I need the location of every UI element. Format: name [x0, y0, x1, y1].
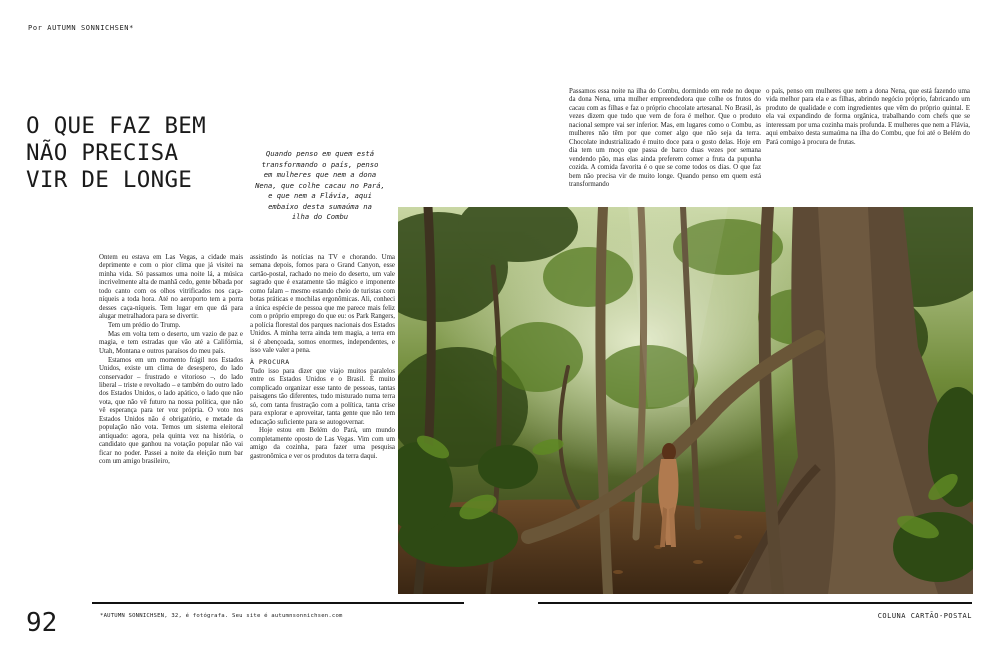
rainforest-photo	[398, 207, 973, 594]
headline-line: O QUE FAZ BEM	[26, 113, 206, 139]
paragraph: o país, penso em mulheres que nem a dona Nena, que está fazendo uma vida melhor para ela e as filhas, abrindo negócio próprio, fabricando um produto de qualidade e com ingredientes que vêm do próprio quintal. E ela vai expandindo de forma orgânica, trabalhando com chefs que se interessam por uma cozinha mais profunda. E mulheres que nem a Flávia, aqui embaixo desta sumaúma na ilha do Combu, que foi até o Belém do Pará comigo à procura de frutas.	[766, 88, 970, 146]
deck-line: em mulheres que nem a dona	[263, 170, 377, 179]
body-column-2	[250, 254, 395, 462]
paragraph: Hoje estou em Belém do Pará, um mundo completamente oposto de Las Vegas. Vim com um amigo da cozinha, para fazer uma pesquisa gastronômica e ver os produtos da terra daqui.	[250, 427, 395, 460]
headline-line: VIR DE LONGE	[26, 167, 193, 193]
paragraph: assistindo às notícias na TV e chorando. Uma semana depois, fomos para o Grand Canyon, esse cartão-postal, rachado no meio do deserto, um vale sagrado que é exatamente tão mágico e imponente como falam – mesmo estando cheio de turistas com botas práticas e mochilas ergonômicas. Ali, conheci a única espécie de pessoa que me parece mais feliz com o próprio emprego do que eu: os Park Rangers, a polícia florestal dos parques nacionais dos Estados Unidos. A minha terra ainda tem magia, a terra em si é abençoada, somos enormes, independentes, e isso vale valer a pena.	[250, 254, 395, 354]
deck-line: Quando penso em quem está	[265, 149, 375, 158]
paragraph: Tem um prédio do Trump.	[108, 322, 181, 330]
paragraph: Mas em volta tem o deserto, um vazio de paz e magia, e tem estradas que vão até a Califórnia, Utah, Montana e outros paraísos do meu país.	[99, 330, 243, 355]
deck-line: ilha do Combu	[291, 212, 349, 221]
byline: Por AUTUMN SONNICHSEN*	[28, 24, 134, 32]
section-label: COLUNA CARTÃO-POSTAL	[877, 612, 972, 620]
deck-line: e que nem a Flávia, aqui	[268, 191, 372, 200]
deck-line: transformando o país, penso	[261, 159, 379, 169]
deck-line: embaixo desta sumaúma na	[268, 201, 372, 211]
paragraph: Passamos essa noite na ilha do Combu, dormindo em rede no deque da dona Nena, uma mulher empreendedora que colhe os frutos do cacau com as filhas e faz o próprio chocolate artesanal. No Brasil, às vezes dizem que tudo que vem de fora é melhor. Que o produto nacional sempre vai ser inferior. Mas, em lugares como o Combu, as mulheres não têm por que comer algo que não seja da terra. Chocolate industrializado é muito doce para o gosto delas. Hoje em dia tem um moço que passa de barco duas vezes por semana vendendo pão, mas elas ainda preferem comer a fruta da pupunha cozida. A comida favorita é o que se come todos os dias. O que faz bem não precisa vir de muito longe. Quando penso em quem está transformando	[569, 88, 761, 188]
body-column-1	[99, 254, 243, 467]
headline	[26, 113, 236, 194]
body-column-4	[766, 88, 970, 148]
headline-line: NÃO PRECISA	[26, 140, 179, 166]
paragraph: Estamos em um momento frágil nos Estados Unidos, existe um clima de desespero, do lado conservador – frustrado e vitorioso –, do lado liberal – triste e revoltado – e também do outro lado dos Estados Unidos, o lado apático, o lado que não vota, que não vê futuro na nossa política, que não vê esperança para ter voz própria. O voto nos Estados Unidos não é obrigatório, e metade da população não vota. Temos um sistema eleitoral antiquado: agora, pela quinta vez na história, o candidato que ganhou na votação popular não vai ficar no poder. Passei a noite da eleição num bar com um amigo brasileiro,	[99, 356, 243, 466]
deck-line: Nena, que colhe cacau no Pará,	[255, 180, 385, 190]
deck-pullquote	[246, 149, 394, 223]
subheading: À PROCURA	[250, 358, 290, 367]
page-number: 92	[26, 608, 58, 638]
body-column-3	[569, 88, 761, 190]
rainforest-illustration	[398, 207, 973, 594]
author-footnote: *AUTUMN SONNICHSEN, 32, é fotógrafa. Seu site é autumnsonnichsen.com	[100, 613, 343, 619]
footer-rule-right	[538, 602, 972, 604]
paragraph: Ontem eu estava em Las Vegas, a cidade mais deprimente e com o pior clima que já visitei na minha vida. Só passamos uma noite lá, a música incrivelmente alta de manhã cedo, gente bêbada por todo canto com os olhos vitrificados nos caça-níqueis a toda hora. Até no aeroporto tem a porra desses caça-níqueis. Tem lugar em que dá para alugar metralhadora para se divertir.	[99, 254, 243, 321]
paragraph: Tudo isso para dizer que viajo muitos paralelos entre os Estados Unidos e o Brasil. É muito complicado organizar esse tanto de pessoas, tantas paisagens tão diferentes, tudo misturado numa terra só, com tanta frustração com a política, tanta crise para explorar e aproveitar, tanta gente que não tem educação suficiente para se autogovernar.	[250, 367, 395, 426]
footer-rule-left	[92, 602, 464, 604]
